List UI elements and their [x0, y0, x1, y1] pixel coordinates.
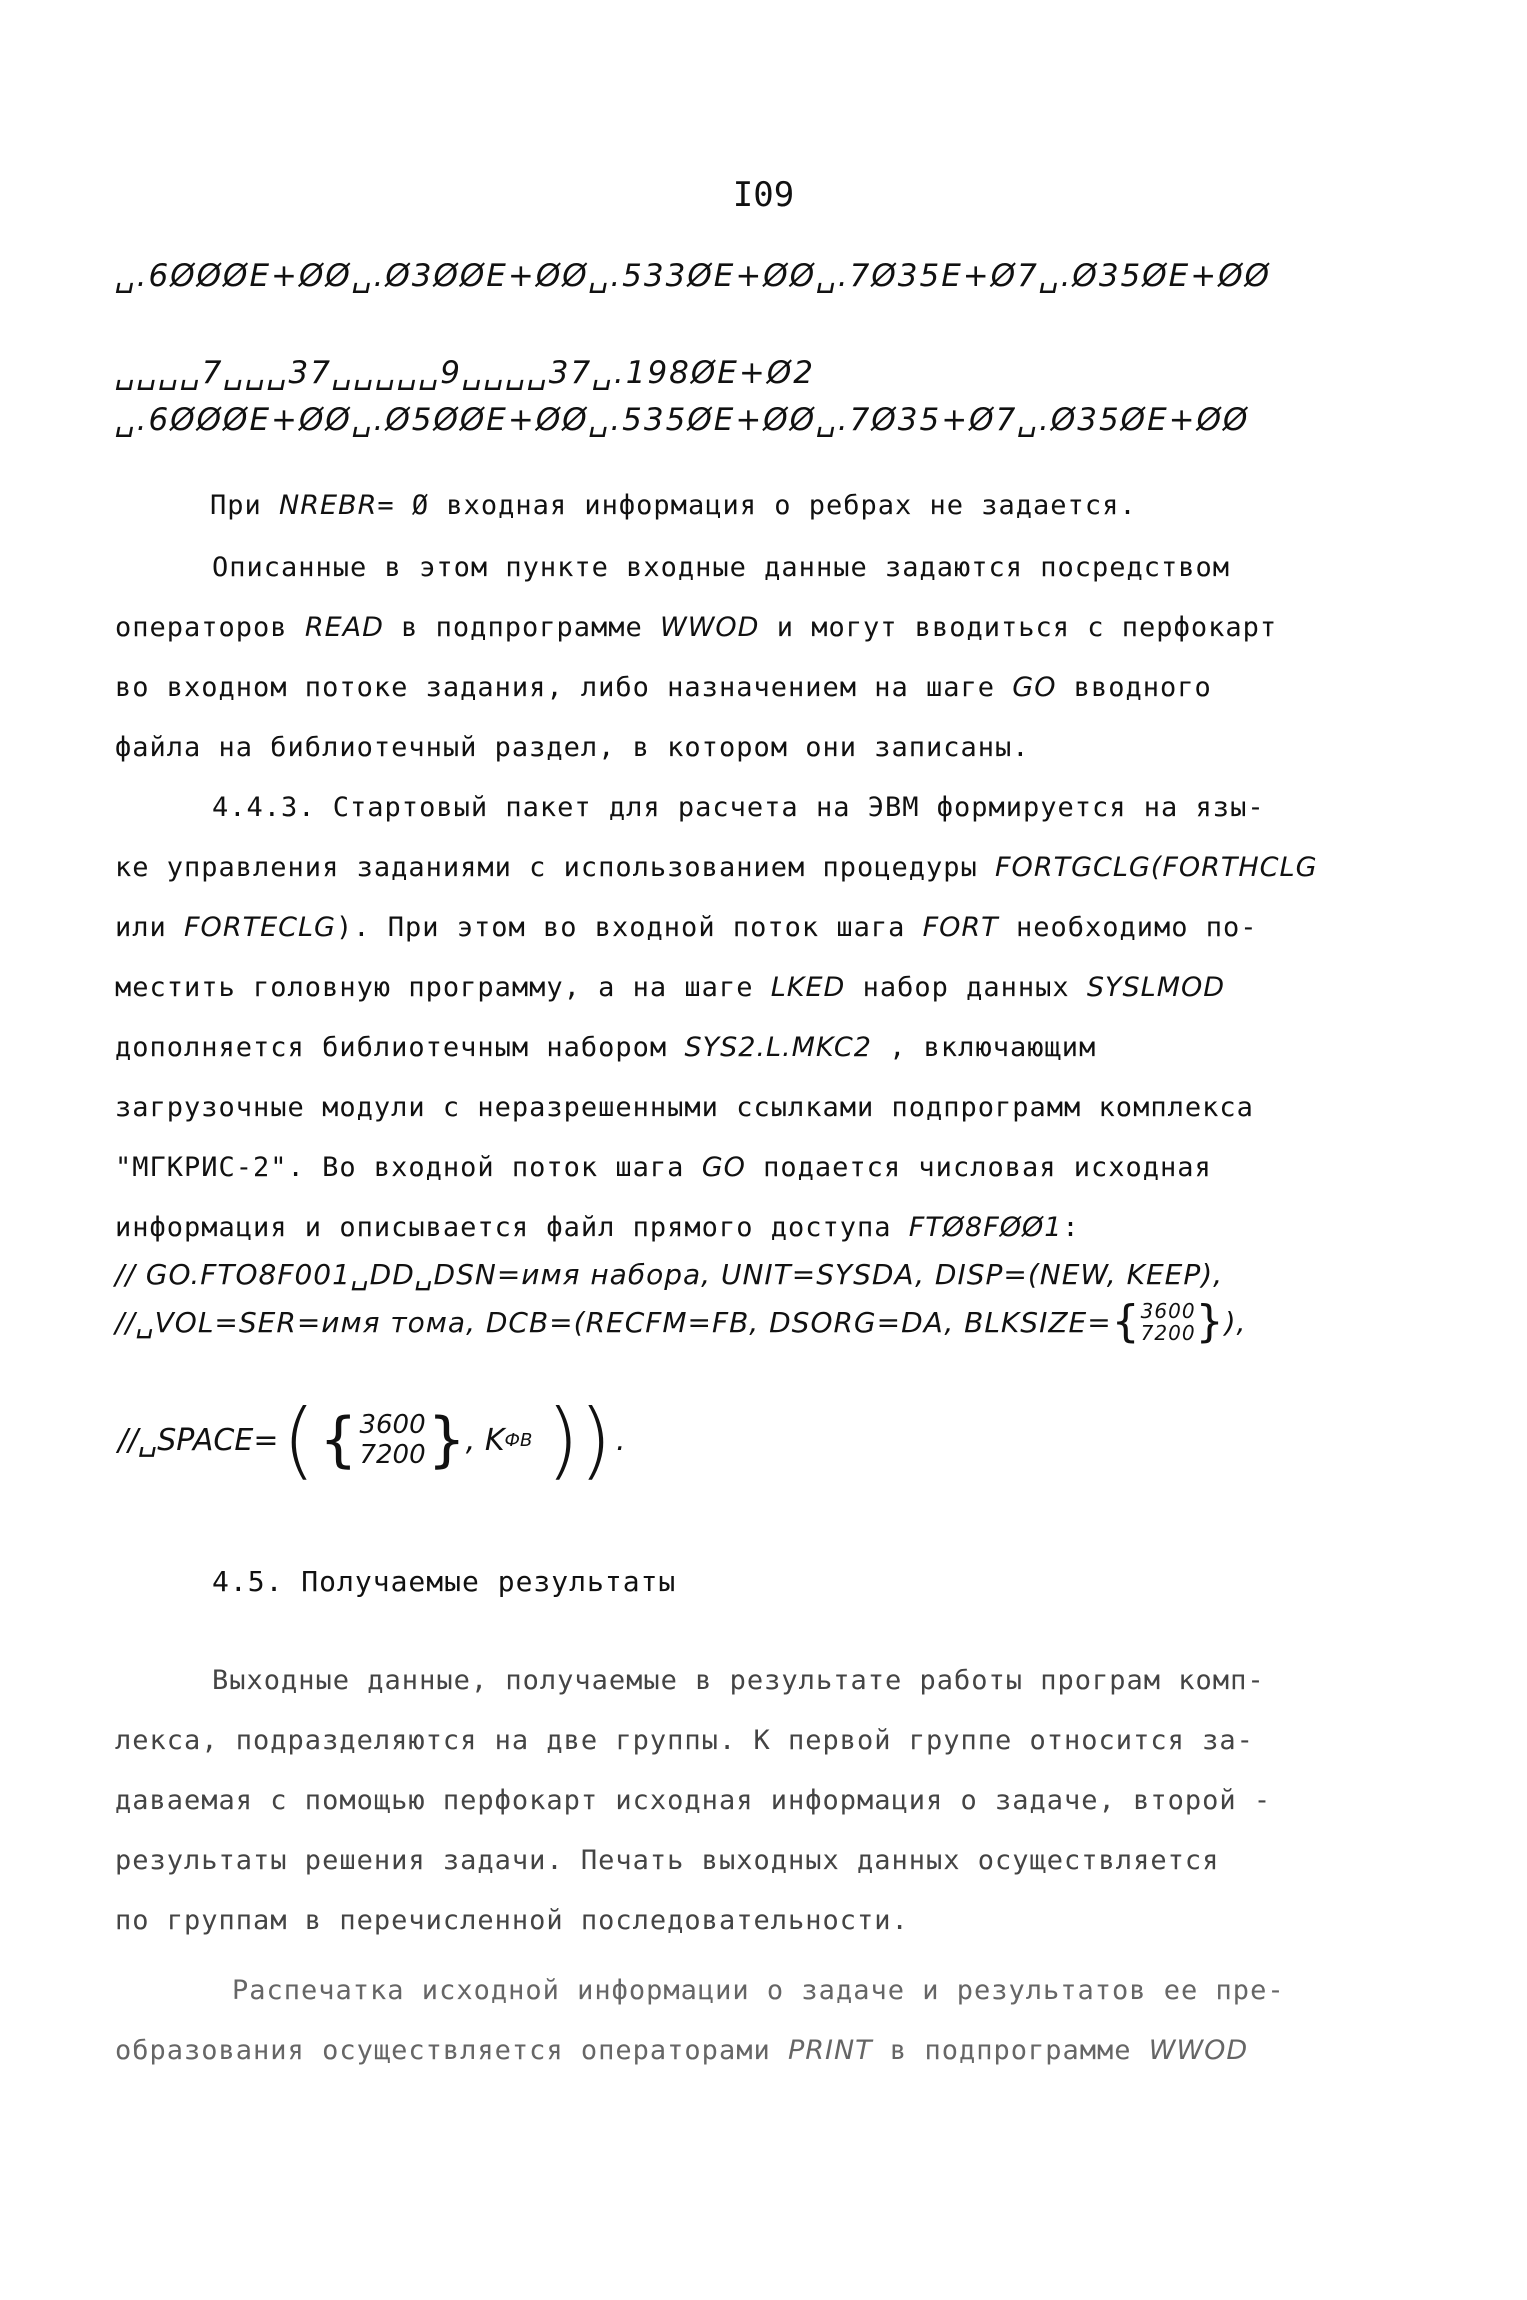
text: и могут вводиться с перфокарт — [759, 612, 1278, 643]
code-term: SYSLMOD — [1086, 972, 1226, 1003]
paragraph-input-line — [115, 672, 1415, 703]
paragraph-output-line: по группам в перечисленной последовательности. — [115, 1905, 909, 1936]
blksize-options — [1141, 1300, 1196, 1344]
option-top: 3600 — [359, 1410, 426, 1440]
option-bottom: 7200 — [1140, 1321, 1196, 1345]
paragraph-output-line: лекса, подразделяются на две группы. К первой группе относится за- — [115, 1725, 1254, 1756]
text: вводного — [1056, 672, 1212, 703]
text: необходимо по- — [998, 912, 1258, 943]
paragraph-start-line — [115, 1152, 1415, 1183]
text: информация и описывается файл прямого доступа — [115, 1212, 909, 1243]
text: ). При этом во входной поток шага — [335, 912, 923, 943]
code-term: FTØ8FØØ1 — [908, 1212, 1063, 1243]
code-term: PRINT — [787, 2035, 873, 2066]
brace-close: } — [427, 1405, 466, 1475]
text: местить головную программу, а на шаге — [115, 972, 771, 1003]
paragraph-print-line — [115, 2035, 1415, 2066]
code-term: LKED — [770, 972, 846, 1003]
text: , включающим — [871, 1032, 1097, 1063]
paragraph-output-line: даваемая с помощью перфокарт исходная информация о задаче, второй - — [115, 1785, 1272, 1816]
code-term: NREBR — [279, 490, 378, 521]
brace-open: { — [319, 1405, 358, 1475]
jcl-line-2 — [115, 1296, 1415, 1347]
paragraph-print-line: Распечатка исходной информации о задаче и результатов ее пре- — [232, 1975, 1285, 2006]
jcl-line-3 — [118, 1385, 625, 1495]
jcl-text: . — [615, 1422, 626, 1458]
paragraph-start-line — [115, 1212, 1415, 1243]
page-number: I09 — [732, 175, 795, 215]
paragraph-input-line: файла на библиотечный раздел, в котором они записаны. — [115, 732, 1030, 763]
data-line-3: ␣.6ØØØE+ØØ␣.Ø5ØØE+ØØ␣.535ØE+ØØ␣.7Ø35+Ø7␣.Ø35ØE+ØØ — [115, 402, 1250, 438]
paragraph-input-line — [115, 612, 1415, 643]
text: в подпрограмме — [383, 612, 660, 643]
option-top: 3600 — [1140, 1299, 1196, 1323]
jcl-line-1: // GO.FTO8F001␣DD␣DSN=имя набора, UNIT=SYSDA, DISP=(NEW, KEEP), — [115, 1258, 1224, 1291]
text: = Ø входная информация о ребрах не задается. — [377, 490, 1137, 521]
code-term: SYS2.L.MKC2 — [684, 1032, 872, 1063]
code-term: WWOD — [1148, 2035, 1249, 2066]
code-term: WWOD — [660, 612, 760, 643]
text: в подпрограмме — [872, 2035, 1149, 2066]
jcl-text: //␣VOL=SER=имя тома, DCB=(RECFM=FB, DSORG=DA, BLKSIZE= — [115, 1305, 1112, 1339]
brace-close: } — [1195, 1296, 1225, 1347]
paragraph-start-line — [115, 972, 1415, 1003]
code-term: READ — [304, 612, 384, 643]
text: подается числовая исходная — [745, 1152, 1212, 1183]
paragraph-output-line: результаты решения задачи. Печать выходных данных осуществляется — [115, 1845, 1220, 1876]
jcl-text: ), — [1224, 1305, 1247, 1339]
code-term: GO — [1012, 672, 1057, 703]
code-term: GO — [701, 1152, 746, 1183]
text: операторов — [115, 612, 305, 643]
section-heading: 4.5. Получаемые результаты — [212, 1565, 677, 1598]
text: или — [115, 912, 185, 943]
data-line-2: ␣␣␣␣7␣␣␣37␣␣␣␣␣9␣␣␣␣37␣.198ØE+Ø2 — [115, 355, 815, 391]
paren-close: )) — [546, 1391, 612, 1489]
paren-open: ( — [282, 1391, 316, 1489]
text: ке управления заданиями с использованием процедуры — [115, 852, 996, 883]
text: : — [1062, 1212, 1080, 1243]
space-options — [359, 1410, 425, 1470]
text: набор данных — [845, 972, 1087, 1003]
data-line-1: ␣.6ØØØE+ØØ␣.Ø3ØØE+ØØ␣.533ØE+ØØ␣.7Ø35E+Ø7␣.Ø35ØE+ØØ — [115, 258, 1272, 294]
text: образования осуществляется операторами — [115, 2035, 788, 2066]
code-term: FORTGCLG(FORTHCLG — [995, 852, 1318, 883]
paragraph-start-line — [115, 852, 1415, 883]
code-term: FORT — [922, 912, 999, 943]
text: во входном потоке задания, либо назначением на шаге — [115, 672, 1013, 703]
jcl-text: //␣SPACE= — [118, 1422, 279, 1458]
text: дополняется библиотечным набором — [115, 1032, 685, 1063]
text: При — [210, 490, 280, 521]
text: "МГКРИС-2". Во входной поток шага — [115, 1152, 702, 1183]
option-bottom: 7200 — [359, 1440, 426, 1470]
subscript: ФВ — [504, 1429, 533, 1451]
paragraph-start-line: 4.4.3. Стартовый пакет для расчета на ЭВМ формируется на язы- — [212, 792, 1265, 823]
paragraph-start-line: загрузочные модули с неразрешенными ссылками подпрограмм комплекса — [115, 1092, 1254, 1123]
jcl-text: , K — [465, 1422, 505, 1458]
paragraph-input-line: Описанные в этом пункте входные данные задаются посредством — [212, 552, 1231, 583]
brace-open: { — [1111, 1296, 1141, 1347]
paragraph-start-line — [115, 1032, 1415, 1063]
paragraph-start-line — [115, 912, 1415, 943]
paragraph-output-line: Выходные данные, получаемые в результате работы програм комп- — [212, 1665, 1265, 1696]
paragraph-nrebr — [210, 490, 1510, 521]
code-term: FORTECLG — [184, 912, 336, 943]
